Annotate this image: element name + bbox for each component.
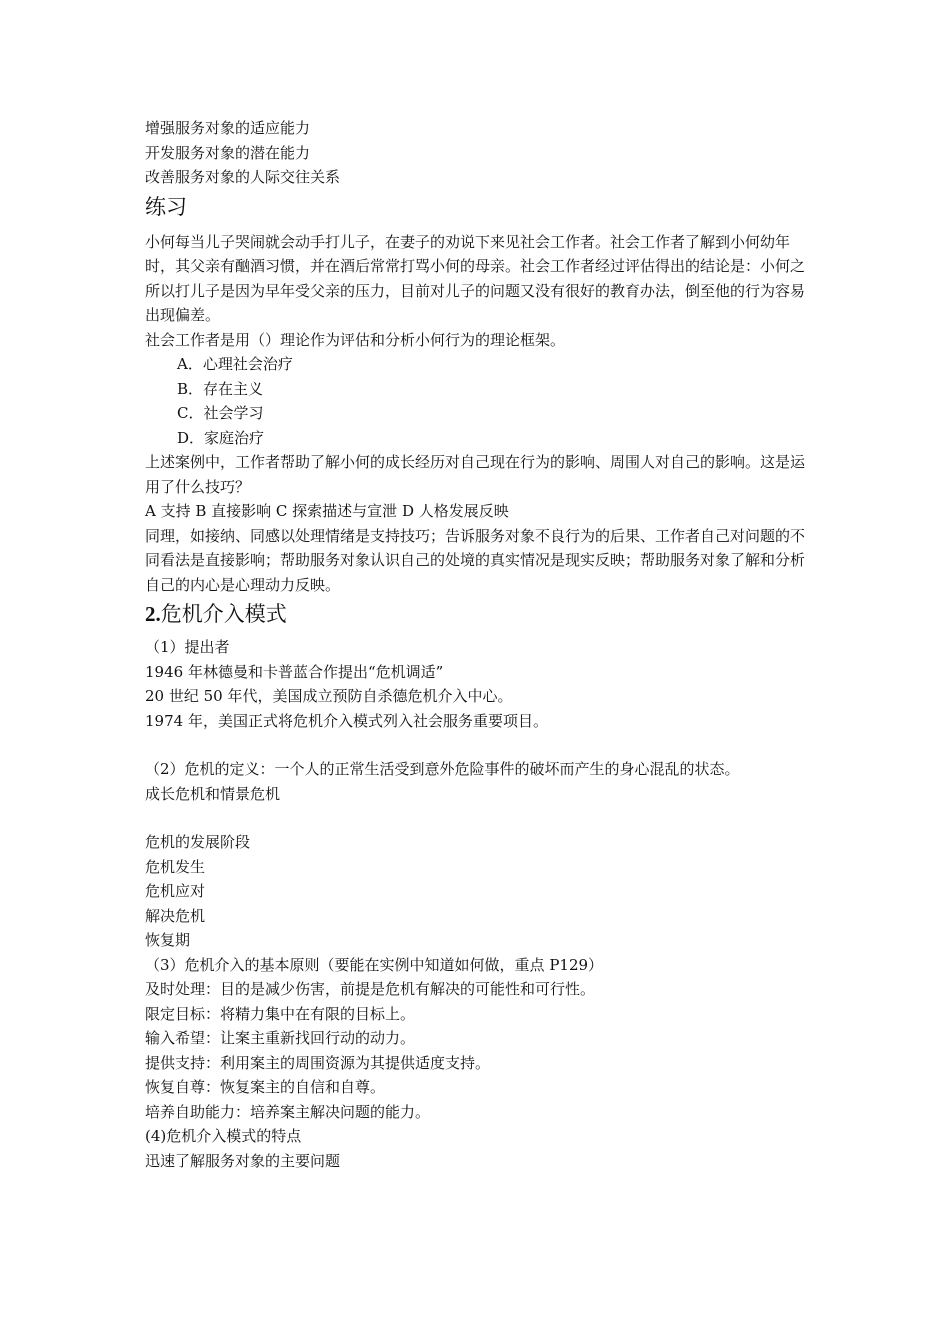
- question-2: 上述案例中，工作者帮助了解小何的成长经历对自己现在行为的影响、周围人对自己的影响。这是运用了什么技巧？: [145, 453, 806, 496]
- section-2-number: 2.: [145, 602, 161, 626]
- spacer: [145, 806, 815, 830]
- principle-limited-goals: 限定目标：将精力集中在有限的目标上。: [145, 1004, 416, 1023]
- proposer-line-1950s: 20 世纪 50 年代，美国成立预防自杀德危机介入中心。: [145, 687, 513, 705]
- option-a: A．心理社会治疗: [177, 355, 293, 373]
- principle-self-esteem: 恢复自尊：恢复案主的自信和自尊。: [145, 1078, 386, 1096]
- page-content: [145, 116, 815, 1173]
- practice-heading: 练习: [145, 194, 187, 219]
- principle-support: 提供支持：利用案主的周围资源为其提供适度支持。: [145, 1053, 491, 1072]
- answer-options: A 支持 B 直接影响 C 探索描述与宣泄 D 人格发展反映: [145, 502, 509, 520]
- stage-recovery: 恢复期: [145, 931, 191, 949]
- stage-coping: 危机应对: [145, 882, 206, 900]
- proposer-line-1946: 1946 年林德曼和卡普蓝合作提出“危机调适”: [145, 662, 444, 681]
- stage-occurrence: 危机发生: [145, 857, 206, 876]
- case-paragraph: 小何每当儿子哭闹就会动手打儿子，在妻子的劝说下来见社会工作者。社会工作者了解到小何幼年时，其父亲有酗酒习惯，并在酒后常常打骂小何的母亲。社会工作者经过评估得出的结论是：小何之所以打儿子是因为早年受父亲的压力，目前对儿子的问题又没有很好的教育办法，倒至他的行为容易出现偏差。: [145, 232, 806, 324]
- section-2-heading: [145, 599, 815, 629]
- explanation-paragraph: 同理，如接纳、同感以处理情绪是支持技巧；告诉服务对象不良行为的后果、工作者自己对问题的不同看法是直接影响；帮助服务对象认识自己的处境的真实情况是现实反映；帮助服务对象了解和分析自己的内心是心理动力反映。: [145, 526, 806, 594]
- principles-heading: （3）危机介入的基本原则（要能在实例中知道如何做，重点 P129）: [145, 955, 604, 974]
- principle-timely: 及时处理：目的是减少伤害，前提是危机有解决的可能性和可行性。: [145, 980, 596, 998]
- goal-line-potential: 开发服务对象的潜在能力: [145, 143, 311, 162]
- crisis-types: 成长危机和情景危机: [145, 784, 281, 803]
- principle-hope: 输入希望：让案主重新找回行动的动力。: [145, 1029, 416, 1047]
- features-heading: (4)危机介入模式的特点: [145, 1127, 302, 1145]
- option-c: C．社会学习: [177, 404, 264, 422]
- proposer-heading: （1）提出者: [145, 638, 230, 656]
- section-2-title: 危机介入模式: [160, 602, 287, 626]
- stages-heading: 危机的发展阶段: [145, 833, 251, 851]
- principle-self-help: 培养自助能力：培养案主解决问题的能力。: [145, 1102, 431, 1121]
- option-d: D．家庭治疗: [177, 428, 265, 447]
- option-b: B．存在主义: [177, 379, 264, 398]
- feature-quick-understanding: 迅速了解服务对象的主要问题: [145, 1151, 341, 1170]
- goal-line-adaptability: 增强服务对象的适应能力: [145, 119, 311, 137]
- proposer-line-1974: 1974 年，美国正式将危机介入模式列入社会服务重要项目。: [145, 711, 548, 730]
- spacer: [145, 733, 815, 757]
- goal-line-relations: 改善服务对象的人际交往关系: [145, 168, 341, 186]
- question-1: 社会工作者是用（）理论作为评估和分析小何行为的理论框架。: [145, 330, 566, 349]
- stage-resolution: 解决危机: [145, 906, 206, 925]
- crisis-definition: （2）危机的定义：一个人的正常生活受到意外危险事件的破坏而产生的身心混乱的状态。: [145, 760, 740, 778]
